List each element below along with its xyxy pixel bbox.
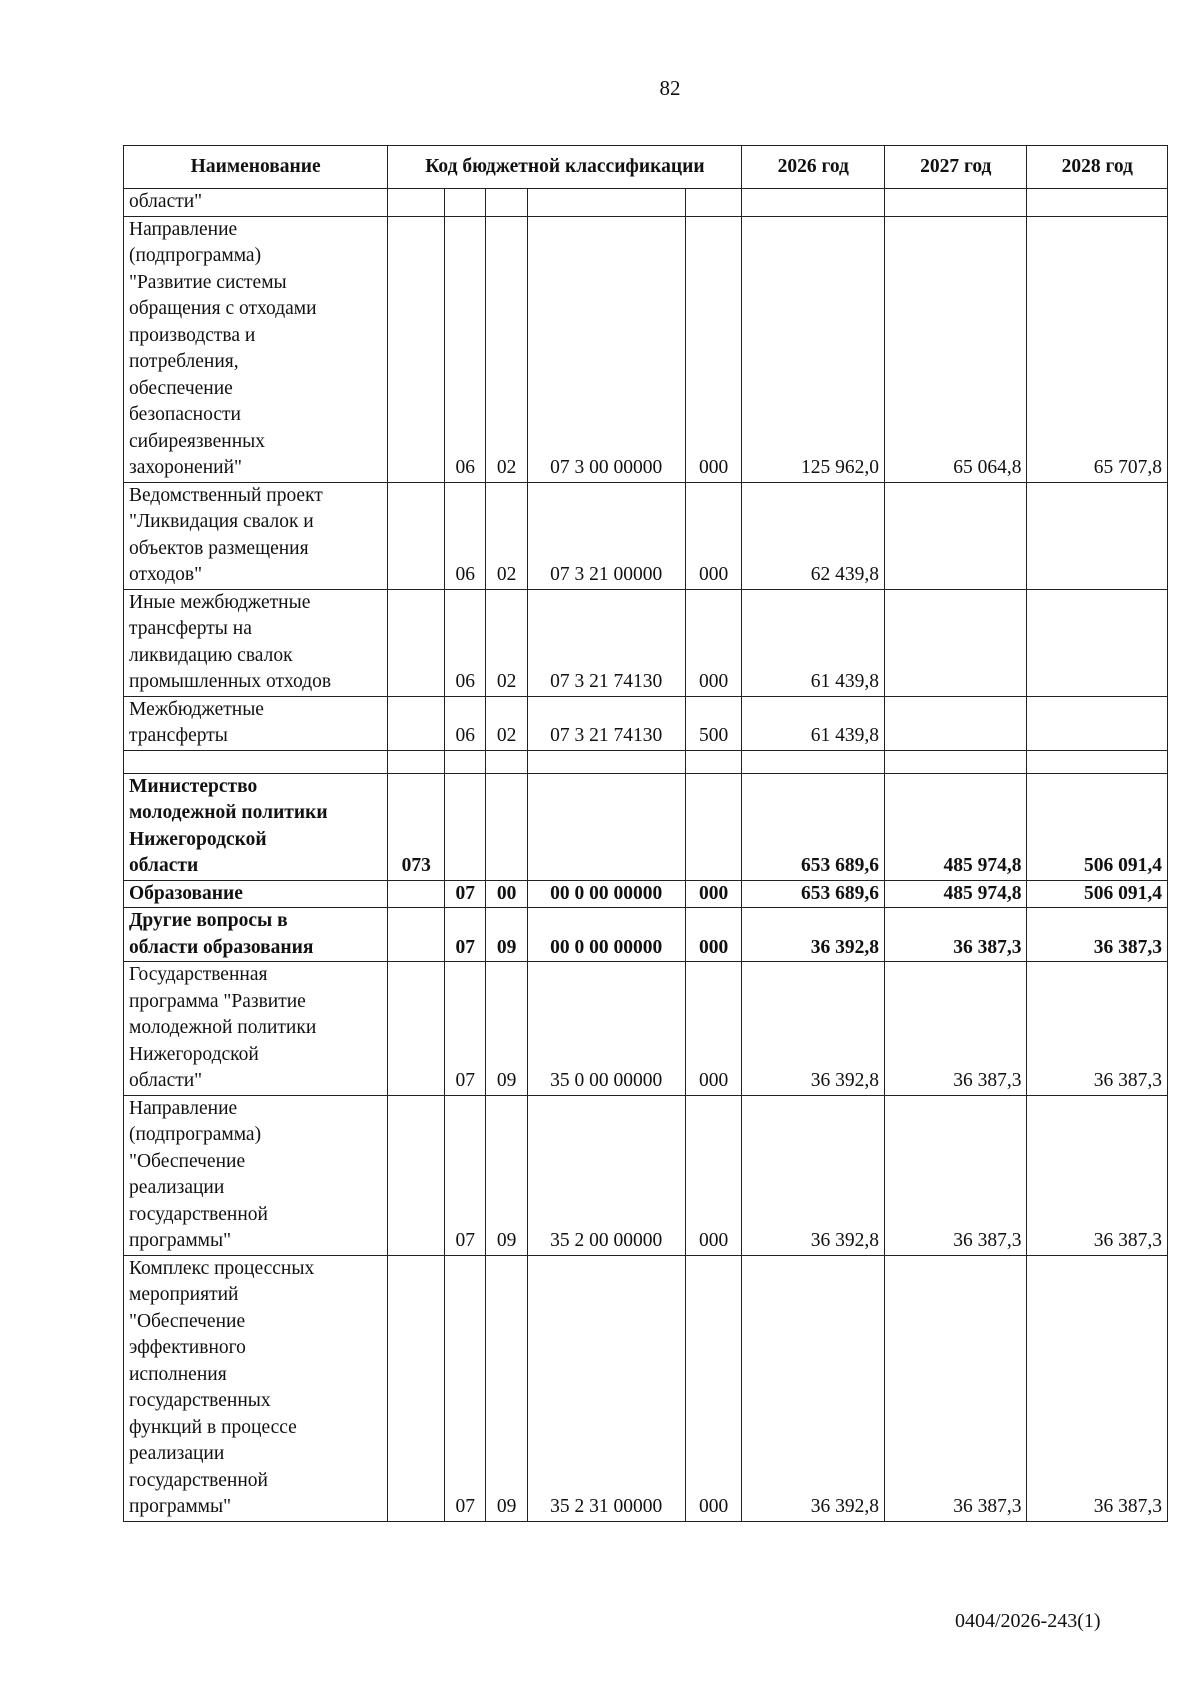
budget-table	[123, 145, 1168, 1522]
code-target: 35 0 00 00000	[527, 962, 685, 1096]
code-admin	[388, 908, 445, 962]
code-expense-type: 000	[685, 589, 742, 696]
code-subsection	[486, 189, 527, 217]
code-target	[527, 189, 685, 217]
value-2026: 61 439,8	[742, 589, 885, 696]
value-2028: 36 387,3	[1027, 1255, 1168, 1521]
code-section: 07	[445, 1095, 486, 1255]
value-2026: 62 439,8	[742, 482, 885, 589]
value-2027	[884, 696, 1027, 750]
value-2027: 65 064,8	[884, 216, 1027, 482]
code-admin: 073	[388, 773, 445, 880]
table-row	[124, 1095, 1168, 1255]
code-subsection	[486, 773, 527, 880]
row-name: Направление (подпрограмма) "Развитие системы обращения с отходами производства и потребления, обеспечение безопасности сибиреязвенных захоронений"	[124, 216, 388, 482]
value-2028: 36 387,3	[1027, 962, 1168, 1096]
page-number: 82	[659, 76, 681, 100]
code-admin	[388, 589, 445, 696]
document-id: 0404/2026-243(1)	[955, 1610, 1101, 1632]
value-2027	[884, 750, 1027, 773]
code-subsection: 09	[486, 1095, 527, 1255]
code-expense-type	[685, 750, 742, 773]
value-2028: 506 091,4	[1027, 773, 1168, 880]
table-body	[124, 189, 1168, 1522]
value-2026: 653 689,6	[742, 773, 885, 880]
value-2026: 61 439,8	[742, 696, 885, 750]
code-subsection: 00	[486, 880, 527, 908]
value-2027: 485 974,8	[884, 880, 1027, 908]
code-admin	[388, 696, 445, 750]
code-expense-type: 000	[685, 908, 742, 962]
code-target: 07 3 21 74130	[527, 589, 685, 696]
code-subsection: 09	[486, 962, 527, 1096]
value-2027	[884, 482, 1027, 589]
row-name: Ведомственный проект "Ликвидация свалок и объектов размещения отходов"	[124, 482, 388, 589]
code-admin	[388, 1255, 445, 1521]
table-row	[124, 696, 1168, 750]
code-subsection: 02	[486, 216, 527, 482]
row-name	[124, 750, 388, 773]
value-2026: 36 392,8	[742, 1255, 885, 1521]
value-2028	[1027, 189, 1168, 217]
code-admin	[388, 880, 445, 908]
code-expense-type: 000	[685, 1255, 742, 1521]
value-2028	[1027, 750, 1168, 773]
code-target: 35 2 31 00000	[527, 1255, 685, 1521]
code-expense-type	[685, 189, 742, 217]
value-2026	[742, 750, 885, 773]
code-section: 07	[445, 908, 486, 962]
value-2027: 36 387,3	[884, 962, 1027, 1096]
value-2028	[1027, 696, 1168, 750]
value-2026: 36 392,8	[742, 1095, 885, 1255]
row-name: Межбюджетные трансферты	[124, 696, 388, 750]
row-name: Образование	[124, 880, 388, 908]
code-target: 35 2 00 00000	[527, 1095, 685, 1255]
value-2028	[1027, 482, 1168, 589]
code-section: 07	[445, 1255, 486, 1521]
code-section	[445, 750, 486, 773]
code-section: 07	[445, 962, 486, 1096]
row-name: Иные межбюджетные трансферты на ликвидацию свалок промышленных отходов	[124, 589, 388, 696]
code-target	[527, 750, 685, 773]
value-2026	[742, 189, 885, 217]
value-2028: 65 707,8	[1027, 216, 1168, 482]
code-target: 07 3 00 00000	[527, 216, 685, 482]
code-expense-type: 000	[685, 482, 742, 589]
table-row	[124, 908, 1168, 962]
code-target: 00 0 00 00000	[527, 880, 685, 908]
code-admin	[388, 962, 445, 1096]
header-code: Код бюджетной классификации	[388, 146, 742, 189]
code-section: 06	[445, 589, 486, 696]
header-name: Наименование	[124, 146, 388, 189]
code-subsection	[486, 750, 527, 773]
code-subsection: 02	[486, 589, 527, 696]
table-row	[124, 1255, 1168, 1521]
code-admin	[388, 482, 445, 589]
code-subsection: 09	[486, 908, 527, 962]
table-row	[124, 482, 1168, 589]
code-subsection: 09	[486, 1255, 527, 1521]
code-admin	[388, 1095, 445, 1255]
code-expense-type: 000	[685, 1095, 742, 1255]
value-2028	[1027, 589, 1168, 696]
value-2027	[884, 589, 1027, 696]
code-expense-type: 000	[685, 216, 742, 482]
table-row	[124, 189, 1168, 217]
value-2027: 36 387,3	[884, 1095, 1027, 1255]
header-2027: 2027 год	[884, 146, 1027, 189]
code-section: 06	[445, 696, 486, 750]
table-row	[124, 773, 1168, 880]
code-subsection: 02	[486, 482, 527, 589]
code-admin	[388, 216, 445, 482]
row-name: Государственная программа "Развитие молодежной политики Нижегородской области"	[124, 962, 388, 1096]
value-2026: 36 392,8	[742, 908, 885, 962]
code-admin	[388, 189, 445, 217]
value-2027: 485 974,8	[884, 773, 1027, 880]
code-target	[527, 773, 685, 880]
table-row	[124, 589, 1168, 696]
value-2027	[884, 189, 1027, 217]
table-row	[124, 880, 1168, 908]
code-expense-type: 000	[685, 880, 742, 908]
row-name: Министерство молодежной политики Нижегородской области	[124, 773, 388, 880]
table-row	[124, 216, 1168, 482]
table-row	[124, 962, 1168, 1096]
row-name: Направление (подпрограмма) "Обеспечение реализации государственной программы"	[124, 1095, 388, 1255]
code-section: 07	[445, 880, 486, 908]
code-section	[445, 189, 486, 217]
header-2028: 2028 год	[1027, 146, 1168, 189]
code-expense-type: 500	[685, 696, 742, 750]
value-2027: 36 387,3	[884, 908, 1027, 962]
code-target: 00 0 00 00000	[527, 908, 685, 962]
header-2026: 2026 год	[742, 146, 885, 189]
code-expense-type: 000	[685, 962, 742, 1096]
row-name: Другие вопросы в области образования	[124, 908, 388, 962]
code-target: 07 3 21 74130	[527, 696, 685, 750]
code-section: 06	[445, 482, 486, 589]
code-admin	[388, 750, 445, 773]
value-2028: 36 387,3	[1027, 908, 1168, 962]
code-section: 06	[445, 216, 486, 482]
row-name: Комплекс процессных мероприятий "Обеспечение эффективного исполнения государственных функций в процессе реализации государственной программы"	[124, 1255, 388, 1521]
table-header-row	[124, 146, 1168, 189]
row-name: области"	[124, 189, 388, 217]
code-expense-type	[685, 773, 742, 880]
value-2028: 36 387,3	[1027, 1095, 1168, 1255]
code-subsection: 02	[486, 696, 527, 750]
value-2027: 36 387,3	[884, 1255, 1027, 1521]
value-2026: 36 392,8	[742, 962, 885, 1096]
value-2026: 653 689,6	[742, 880, 885, 908]
code-section	[445, 773, 486, 880]
code-target: 07 3 21 00000	[527, 482, 685, 589]
value-2026: 125 962,0	[742, 216, 885, 482]
table-row	[124, 750, 1168, 773]
value-2028: 506 091,4	[1027, 880, 1168, 908]
